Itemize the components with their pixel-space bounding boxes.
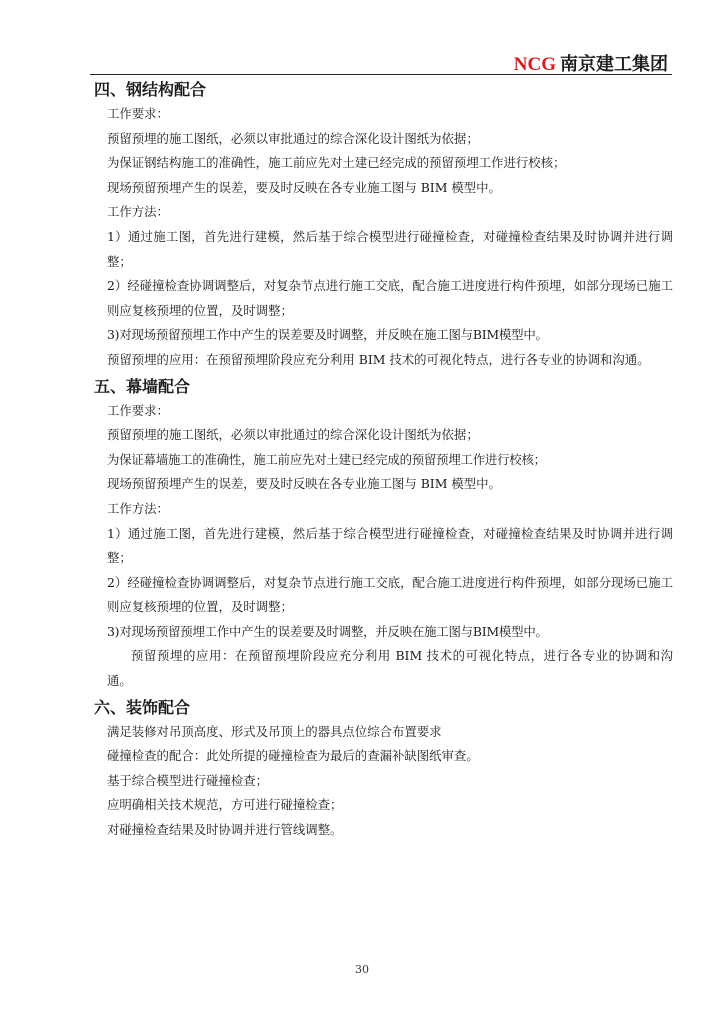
paragraph: 预留预埋的应用：在预留预埋阶段应充分利用 BIM 技术的可视化特点，进行各专业的协调和沟通。 [107,351,650,367]
section-heading-steel: 四、钢结构配合 [94,80,207,99]
paragraph: 工作方法： [107,204,169,220]
page-number: 30 [355,963,369,976]
section-heading-decoration: 六、装饰配合 [94,697,191,717]
paragraph: 预留预埋的应用：在预留预埋阶段应充分利用 BIM 技术的可视化特点，进行各专业的协调和沟通。 [107,648,673,689]
brand-latin: NCG [513,54,556,75]
paragraph: 现场预留预埋产生的误差，要及时反映在各专业施工图与 BIM 模型中。 [107,476,501,492]
paragraph: 2）经碰撞检查协调调整后，对复杂节点进行施工交底，配合施工进度进行构件预埋，如部分现场已施工则应复核预埋的位置，及时调整； [107,278,673,318]
paragraph: 满足装修对吊顶高度、形式及吊顶上的器具点位综合布置要求 [107,723,442,739]
paragraph: 应明确相关技术规范，方可进行碰撞检查； [107,797,343,813]
header-rule [90,74,672,75]
page-header [90,46,672,76]
paragraph: 预留预埋的施工图纸，必须以审批通过的综合深化设计图纸为依据； [107,427,479,443]
paragraph: 1）通过施工图，首先进行建模，然后基于综合模型进行碰撞检查，对碰撞检查结果及时协调并进行调整； [107,228,673,269]
company-logo [514,50,668,76]
paragraph: 1）通过施工图，首先进行建模，然后基于综合模型进行碰撞检查，对碰撞检查结果及时协调并进行调整； [107,525,673,566]
paragraph: 3)对现场预留预埋工作中产生的误差要及时调整，并反映在施工图与BIM模型中。 [107,327,548,343]
paragraph: 对碰撞检查结果及时协调并进行管线调整。 [107,822,343,838]
paragraph: 基于综合模型进行碰撞检查； [107,772,269,788]
paragraph: 工作要求： [107,402,169,418]
document-body [94,76,673,843]
paragraph: 工作方法： [107,500,169,516]
section-heading-curtain-wall: 五、幕墙配合 [94,376,191,396]
paragraph: 3)对现场预留预埋工作中产生的误差要及时调整，并反映在施工图与BIM模型中。 [107,623,548,639]
brand-chinese: 南京建工集团 [560,54,668,75]
paragraph: 为保证幕墙施工的准确性，施工前应先对土建已经完成的预留预埋工作进行校核； [107,451,546,467]
paragraph: 现场预留预埋产生的误差，要及时反映在各专业施工图与 BIM 模型中。 [107,179,501,195]
paragraph: 碰撞检查的配合：此处所提的碰撞检查为最后的查漏补缺图纸审查。 [107,748,479,764]
paragraph: 为保证钢结构施工的准确性，施工前应先对土建已经完成的预留预埋工作进行校核； [107,155,566,171]
paragraph: 2）经碰撞检查协调调整后，对复杂节点进行施工交底，配合施工进度进行构件预埋，如部分现场已施工则应复核预埋的位置，及时调整； [107,574,673,615]
paragraph: 预留预埋的施工图纸，必须以审批通过的综合深化设计图纸为依据； [107,130,479,146]
paragraph: 工作要求： [107,106,169,121]
